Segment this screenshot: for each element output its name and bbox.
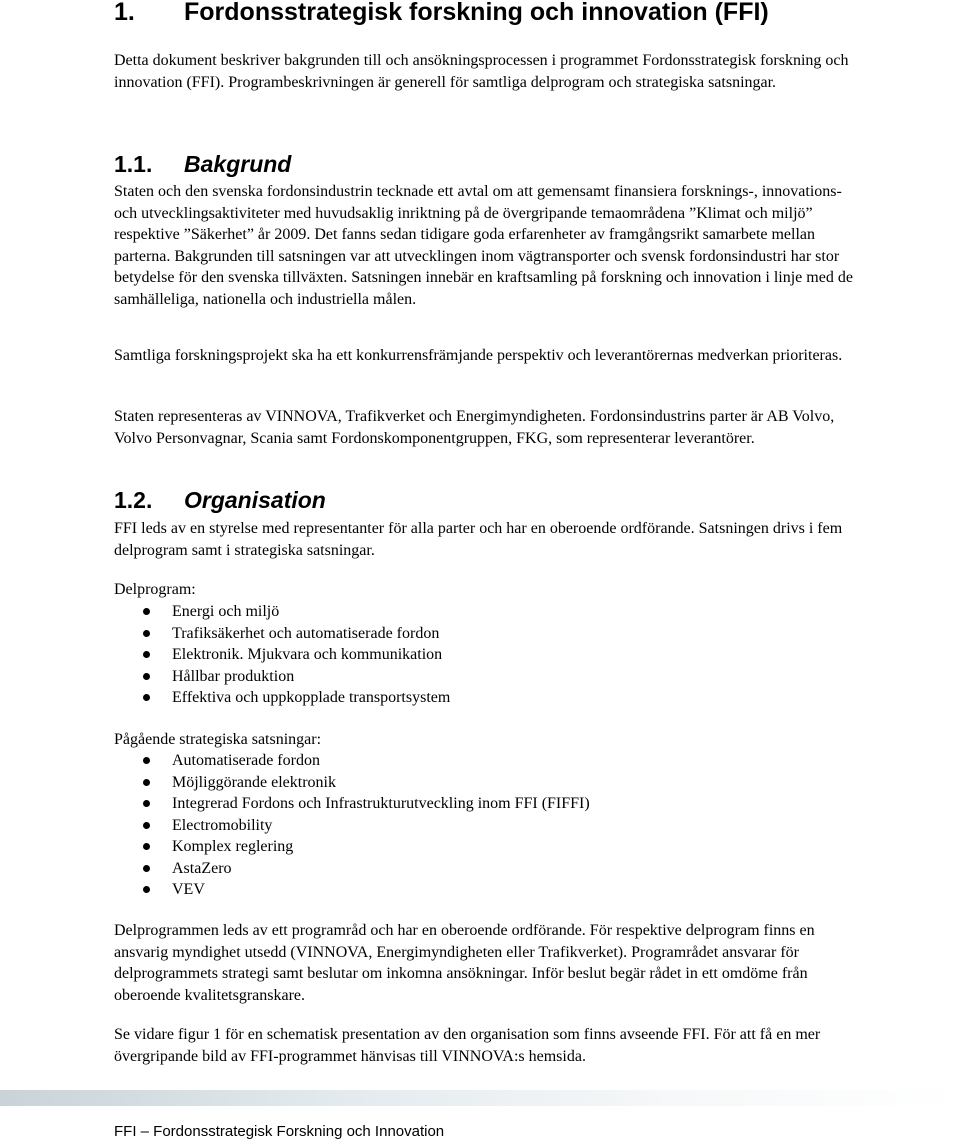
delprogram-list: [114, 601, 814, 709]
list-item: AstaZero: [114, 858, 814, 880]
footer-divider: [0, 1090, 960, 1106]
section-title: Organisation: [184, 487, 326, 513]
bullet-icon: [143, 843, 150, 850]
organisation-paragraph: FFI leds av en styrelse med representanter för alla parter och har en oberoende ordförande. Satsningen drivs i fem delprogram samt i strategiska satsningar.: [114, 520, 843, 559]
list-item: Elektronik. Mjukvara och kommunikation: [114, 644, 814, 666]
bullet-icon: [143, 651, 150, 658]
list-item: Effektiva och uppkopplade transportsystem: [114, 687, 814, 709]
satsningar-list: [114, 750, 814, 901]
list-item: Hållbar produktion: [114, 666, 814, 688]
section-number: 1.1.: [114, 151, 153, 177]
heading-number: 1.: [114, 0, 135, 26]
list-item: Möjliggörande elektronik: [114, 772, 814, 794]
list-item: Trafiksäkerhet och automatiserade fordon: [114, 623, 814, 645]
bullet-icon: [143, 673, 150, 680]
bullet-icon: [143, 865, 150, 872]
list-item: VEV: [114, 879, 814, 901]
footer-text: FFI – Fordonsstrategisk Forskning och Innovation: [114, 1123, 445, 1140]
bakgrund-paragraph-1: Staten och den svenska fordonsindustrin tecknade ett avtal om att gemensamt finansiera forsknings-, innovations- och utvecklingsaktiviteter med huvudsaklig inriktning på de övergripande temaområdena ”Klimat och miljö” respektive ”Säkerhet” år 2009. Det fanns sedan tidigare goda erfarenheter av framgångsrikt samarbete mellan parterna. Bakgrunden till satsningen var att utvecklingen inom vägtransporter och svensk fordonsindustri har stor betydelse för den svenska tillväxten. Satsningen innebär en kraftsamling på forskning och innovation i linje med de samhälleliga, nationella och industriella målen.: [114, 183, 853, 308]
bullet-icon: [143, 779, 150, 786]
list-item: Electromobility: [114, 815, 814, 837]
bullet-icon: [143, 630, 150, 637]
bullet-icon: [143, 822, 150, 829]
bakgrund-paragraph-2: Samtliga forskningsprojekt ska ha ett konkurrensfrämjande perspektiv och leverantörernas medverkan prioriteras.: [114, 347, 843, 364]
document-heading: [114, 0, 769, 27]
list-item: Integrerad Fordons och Infrastrukturutveckling inom FFI (FIFFI): [114, 793, 814, 815]
bullet-icon: [143, 694, 150, 701]
bullet-icon: [143, 608, 150, 615]
delprogram-label: Delprogram:: [114, 581, 196, 598]
intro-paragraph: Detta dokument beskriver bakgrunden till och ansökningsprocessen i programmet Fordonsstrategisk forskning och innovation (FFI). Programbeskrivningen är generell för samtliga delprogram och strategiska satsningar.: [114, 52, 849, 91]
section-heading-organisation: [114, 486, 326, 514]
section-number: 1.2.: [114, 487, 153, 513]
bullet-icon: [143, 886, 150, 893]
bullet-icon: [143, 757, 150, 764]
bakgrund-paragraph-3: Staten representeras av VINNOVA, Trafikverket och Energimyndigheten. Fordonsindustrins parter är AB Volvo, Volvo Personvagnar, Scania samt Fordonskomponentgruppen, FKG, som representerar leverantörer.: [114, 408, 835, 447]
closing-paragraph-1: Delprogrammen leds av ett programråd och har en oberoende ordförande. För respektive delprogram finns en ansvarig myndighet utsedd (VINNOVA, Energimyndigheten eller Trafikverket). Programrådet ansvarar för delprogrammets strategi samt beslutar om inkomna ansökningar. Inför beslut begär rådet in ett omdöme från oberoende kvalitetsgranskare.: [114, 922, 815, 1004]
satsningar-label: Pågående strategiska satsningar:: [114, 731, 322, 748]
list-item: Automatiserade fordon: [114, 750, 814, 772]
bullet-icon: [143, 800, 150, 807]
list-item: Energi och miljö: [114, 601, 814, 623]
section-title: Bakgrund: [184, 151, 292, 177]
section-heading-bakgrund: [114, 150, 291, 178]
list-item: Komplex reglering: [114, 836, 814, 858]
closing-paragraph-2: Se vidare figur 1 för en schematisk presentation av den organisation som finns avseende FFI. För att få en mer övergripande bild av FFI-programmet hänvisas till VINNOVA:s hemsida.: [114, 1026, 821, 1065]
heading-title: Fordonsstrategisk forskning och innovation (FFI): [184, 0, 769, 26]
